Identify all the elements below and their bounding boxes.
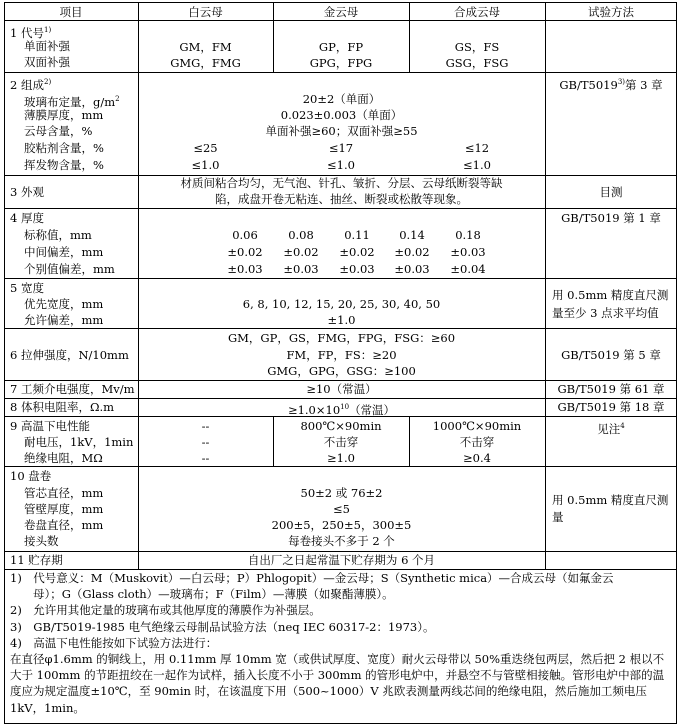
hightemp-syn-cond: 1000℃×90min [432,419,522,433]
code-single-label: 单面补强 [24,39,70,53]
thickness-middle-value: ±0.02 [339,245,375,259]
tensile-method: GB/T5019 第 5 章 [561,348,661,362]
width-preferred-label: 优先宽度，mm [24,297,104,311]
hightemp-syn-withstand: 不击穿 [459,435,495,449]
thickness-individual-label: 个别值偏差，mm [24,262,115,276]
binder-content-label: 胶粘剂含量，% [24,141,104,155]
width-method-line-2: 量至少 3 点求平均值 [552,306,659,320]
thickness-individual-value: ±0.03 [227,262,263,276]
row-resistivity-label: 8 体积电阻率，Ω.m [10,400,115,414]
binder-white: ≤25 [193,141,218,155]
footnotes [10,570,674,716]
row-appearance-label: 3 外观 [10,185,44,199]
resistivity-value: $\ge 1.0\times 10^{10}$（常温） [287,402,396,417]
thickness-nominal-label: 标称值，mm [24,228,92,242]
thickness-middle-value: ±0.02 [283,245,319,259]
resistivity-method: GB/T5019 第 18 章 [557,400,665,414]
reel-diameter-value: 200±5，250±5，300±5 [271,518,412,532]
wall-thickness-value: ≤5 [333,502,350,516]
tensile-line-1: GM，GP，GS，FMG，FPG，FSG：≥60 [227,331,456,345]
code-white-single: GM，FM [179,40,232,54]
core-diameter-value: 50±2 或 76±2 [300,486,383,500]
hightemp-gold-cond: 800℃×90min [300,419,382,433]
hightemp-syn-insulation: ≥0.4 [463,451,491,465]
row-reel-label: 10 盘卷 [10,469,52,483]
note-4: 4) 高温下电性能按如下试验方法进行： [10,635,218,650]
thickness-nominal-value: 0.08 [288,228,314,242]
binder-syn: ≤12 [464,141,490,155]
reel-method-line-1: 用 0.5mm 精度直尺测 [552,493,669,507]
glass-cloth-label: 玻璃布定量，$g/m^2$ [24,94,120,109]
dielectric-method: GB/T5019 第 61 章 [557,382,665,396]
wall-thickness-label: 管壁厚度，mm [24,502,104,516]
hightemp-white-insulation: -- [201,451,210,465]
width-allowed-label: 允许偏差，mm [24,313,104,327]
withstand-voltage-label: 耐电压，1kV，1min [24,435,134,449]
reel-method-line-2: 量 [552,510,564,524]
thickness-middle-label: 中间偏差，mm [24,245,104,259]
spec-document [4,2,677,724]
header-synthetic-mica: 合成云母 [454,5,500,19]
composition-method: GB/T5019$^{3)}$第 3 章 [559,77,663,92]
width-preferred-value: 6, 8, 10, 12, 15, 20, 25, 30, 40, 50 [242,297,441,311]
thickness-individual-value: ±0.03 [339,262,375,276]
thickness-middle-value: ±0.03 [450,245,486,259]
header-white-mica: 白云母 [188,5,223,19]
code-white-double: GMG，FMG [170,56,241,70]
thickness-individual-value: ±0.03 [283,262,319,276]
thickness-nominal-value: 0.11 [344,228,370,242]
row-storage-label: 11 贮存期 [10,553,63,567]
film-thickness-label: 薄膜厚度，mm [24,108,104,122]
hightemp-method: 见注$^4$ [597,421,625,436]
row-code-label: 1 代号$^{1)}$ [10,25,52,40]
binder-gold: ≤17 [328,141,354,155]
note-3: 3) GB/T5019-1985 电气绝缘云母制品试验方法（neq IEC 60317-2：1973）。 [10,619,435,634]
width-allowed-value: ±1.0 [327,313,356,327]
storage-value: 自出厂之日起常温下贮存期为 6 个月 [247,553,436,567]
note-1-line-1: 1) 代号意义：M（Muskovit）—白云母；P）Phlogopit）—金云母；S（Synthetic mica）—合成云母（如氟金云 [10,571,614,585]
reel-diameter-label: 卷盘直径，mm [24,518,104,532]
code-syn-single: GS，FS [454,40,500,54]
core-diameter-label: 管芯直径，mm [24,486,104,500]
film-thickness-value: 0.023±0.003（单面） [280,108,403,122]
thickness-method: GB/T5019 第 1 章 [561,211,661,225]
tensile-line-2: FM，FP，FS：≥20 [286,348,397,362]
appearance-method: 目测 [599,185,623,199]
mica-content-value: 单面补强≥60；双面补强≥55 [265,124,418,138]
thickness-nominal-value: 0.18 [455,228,481,242]
note-2: 2) 允许用其他定量的玻璃布或其他厚度的薄膜作为补强层。 [10,603,321,618]
note-1-line-2: 母）；G（Glass cloth）—玻璃布；F（Film）—薄膜（如聚酯薄膜）。 [10,587,394,602]
code-gold-single: GP，FP [318,40,364,54]
volatile-white: ≤1.0 [191,158,220,172]
thickness-nominal-value: 0.06 [232,228,258,242]
code-double-label: 双面补强 [24,55,70,69]
dielectric-value: ≥10（常温） [306,382,377,396]
appearance-line-1: 材质间粘合均匀，无气泡、针孔、皱折、分层、云母纸断裂等缺 [180,176,503,190]
hightemp-white-cond: -- [201,419,210,433]
row-composition-label: 2 组成$^{2)}$ [10,77,52,92]
row-width-label: 5 宽度 [10,281,44,295]
mica-content-label: 云母含量，% [24,124,93,138]
hightemp-white-withstand: -- [201,435,210,449]
appearance-line-2: 陷，成盘开卷无粘连、抽丝、断裂或松散等现象。 [215,192,468,206]
hightemp-gold-insulation: ≥1.0 [327,451,355,465]
thickness-middle-value: ±0.02 [394,245,430,259]
thickness-individual-value: ±0.03 [394,262,430,276]
thickness-middle-value: ±0.02 [227,245,263,259]
header-test-method: 试验方法 [588,5,634,19]
glass-cloth-value: 20±2（单面） [302,92,381,106]
thickness-individual-value: ±0.04 [450,262,486,276]
volatile-content-label: 挥发物含量，% [24,158,104,172]
joint-count-label: 接头数 [24,534,59,548]
width-method-line-1: 用 0.5mm 精度直尺测 [552,288,669,302]
joint-count-value: 每卷接头不多于 2 个 [288,534,395,548]
row-tensile-label: 6 拉伸强度，N/10mm [10,348,129,362]
row-dielectric-label: 7 工频介电强度，Mv/m [10,382,135,396]
code-syn-double: GSG，FSG [445,56,509,70]
row-thickness-label: 4 厚度 [10,211,44,225]
tensile-line-3: GMG，GPG，GSG：≥100 [267,364,416,378]
note-4-body: 在直径φ1.6mm 的铜线上，用 0.11mm 厚 10mm 宽（或供试厚度、宽度）耐火云母带以 50%重迭绕包两层，然后把 2 根以不大于 100mm 的节距扭绞在一起作为试样，插入长度不小于 300mm 的管形电炉中，并悬空不与管壁相接触。管形电炉中部的温度应为规定温度±10℃，至 90min 时，在该温度下用（500~1000）V 兆欧表测量两线芯间的绝缘电阻，然后施加工频电压 1kV，1min。 [10,652,665,715]
hightemp-gold-withstand: 不击穿 [323,435,359,449]
header-gold-mica: 金云母 [323,5,359,19]
insulation-resistance-label: 绝缘电阻，MΩ [24,451,103,465]
thickness-nominal-value: 0.14 [399,228,425,242]
volatile-gold: ≤1.0 [327,158,355,172]
code-gold-double: GPG，FPG [309,56,373,70]
row-hightemp-label: 9 高温下电性能 [10,419,90,433]
volatile-syn: ≤1.0 [463,158,491,172]
header-item: 项目 [59,5,83,19]
